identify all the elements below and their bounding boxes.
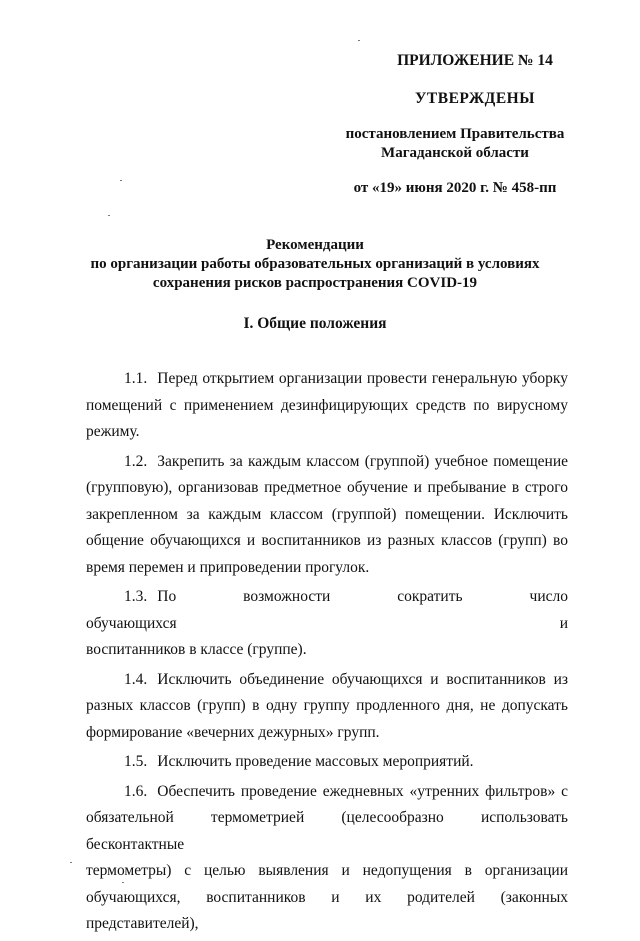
scan-speck bbox=[70, 862, 72, 863]
scan-speck bbox=[108, 215, 110, 216]
paragraph-line: обязательной термометрией (целесообразно использовать бесконтактные bbox=[86, 809, 568, 853]
paragraph-1-6 bbox=[86, 779, 568, 938]
resolution-date-number: от «19» июня 2020 г. № 458-пп bbox=[353, 180, 557, 196]
document-body bbox=[86, 366, 568, 941]
paragraph-line: 1.1. Перед открытием организации провести генеральную уборку bbox=[86, 366, 568, 393]
resolution-reference bbox=[330, 125, 580, 163]
section-heading: I. Общие положения bbox=[243, 315, 387, 332]
scan-speck bbox=[120, 180, 122, 181]
paragraph-1-2 bbox=[86, 449, 568, 582]
resolution-line: Магаданской области bbox=[381, 145, 529, 161]
paragraph-1-5 bbox=[86, 749, 568, 776]
paragraph-1-3 bbox=[86, 584, 568, 664]
paragraph-1-4 bbox=[86, 667, 568, 747]
paragraph-number: 1.2. bbox=[124, 452, 148, 470]
paragraph-line: режиму. bbox=[86, 423, 140, 440]
paragraph-line: закрепленном за каждым классом (группой) помещении. Исключить bbox=[86, 505, 568, 523]
paragraph-line: общение обучающихся и воспитанников из разных классов (групп) во bbox=[86, 532, 568, 549]
title-line: Рекомендации bbox=[266, 237, 364, 253]
appendix-number: ПРИЛОЖЕНИЕ № 14 bbox=[397, 52, 553, 69]
paragraph-number: 1.1. bbox=[124, 370, 148, 387]
paragraph-line: термометры) с целью выявления и недопущения в организации bbox=[86, 862, 568, 879]
paragraph-line: обучающихся, воспитанников и их родителей (законных представителей), bbox=[86, 888, 568, 932]
approved-label: УТВЕРЖДЕНЫ bbox=[415, 90, 535, 107]
paragraph-line: 1.4. Исключить объединение обучающихся и воспитанников из bbox=[86, 667, 568, 694]
paragraph-line: формирование «вечерних дежурных» групп. bbox=[86, 723, 380, 741]
paragraph-line: 1.2. Закрепить за каждым классом (группой) учебное помещение bbox=[86, 449, 568, 476]
paragraph-line: 1.3. По возможности сократить число обучающихся и bbox=[86, 584, 568, 637]
paragraph-number: 1.5. bbox=[124, 753, 148, 770]
paragraph-number: 1.6. bbox=[124, 782, 148, 800]
scan-speck bbox=[358, 40, 360, 41]
paragraph-line: (групповую), организовав предметное обучение и пребывание в строго bbox=[86, 479, 568, 496]
paragraph-line: разных классов (групп) в одну группу продленного дня, не допускать bbox=[86, 697, 568, 714]
paragraph-number: 1.4. bbox=[124, 670, 148, 688]
scan-speck bbox=[122, 882, 124, 883]
paragraph-line: время перемен и припроведении прогулок. bbox=[86, 558, 370, 576]
paragraph-number: 1.3. bbox=[124, 588, 148, 605]
paragraph-line: помещений с применением дезинфицирующих средств по вирусному bbox=[86, 396, 568, 414]
paragraph-line: 1.6. Обеспечить проведение ежедневных «утренних фильтров» с bbox=[86, 779, 568, 806]
title-line: сохранения рисков распространения COVID-19 bbox=[152, 275, 478, 291]
resolution-line: постановлением Правительства bbox=[345, 126, 565, 142]
paragraph-line: 1.5. Исключить проведение массовых мероприятий. bbox=[86, 749, 568, 776]
paragraph-1-1 bbox=[86, 366, 568, 446]
document-title bbox=[60, 236, 570, 293]
paragraph-line: воспитанников в классе (группе). bbox=[86, 641, 307, 658]
title-line: по организации работы образовательных организаций в условиях bbox=[90, 256, 540, 272]
